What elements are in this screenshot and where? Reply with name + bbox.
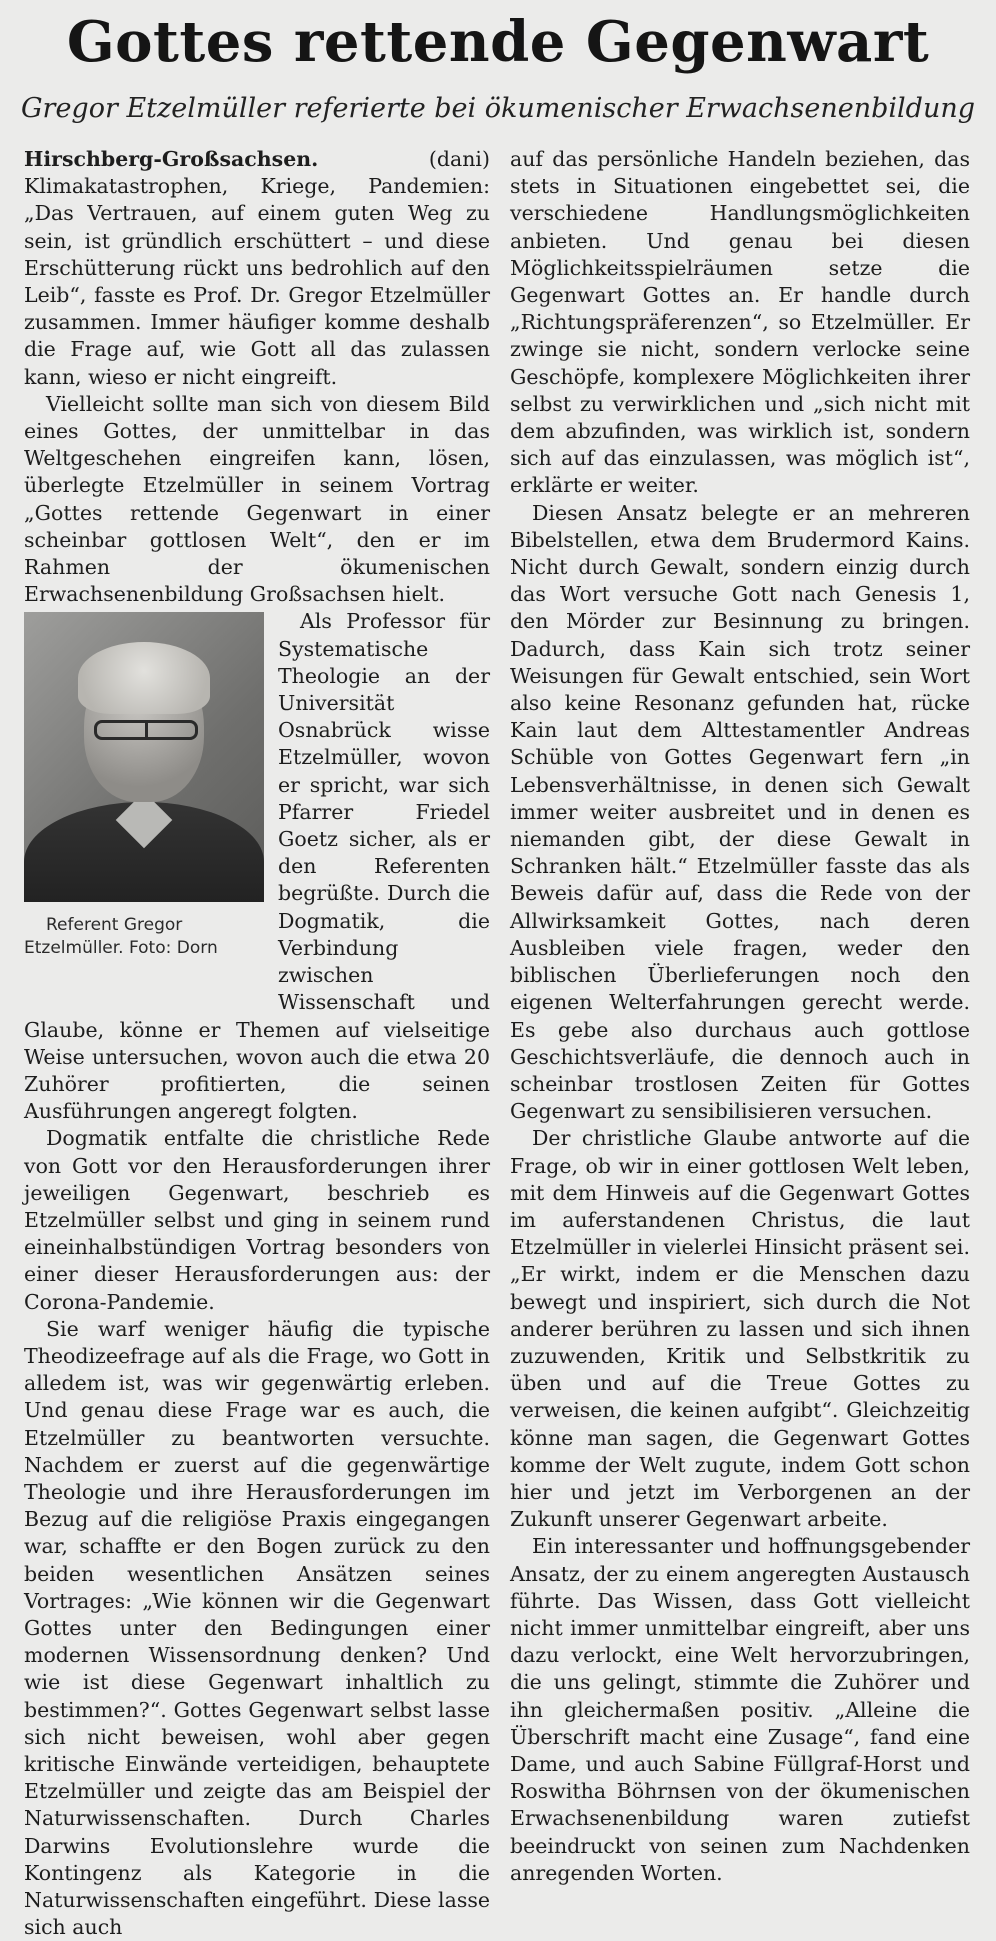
paragraph-2: Vielleicht sollte man sich von diesem Bild eines Gottes, der unmittelbar in das Weltgeschehen eingreifen kann, lösen, überlegte Etzelmüller in seinem Vortrag „Gottes rettende Gegenwart in einer scheinbar gottlosen Welt“, den er im Rahmen der ökumenischen Erwachsenenbildung Großsachsen hielt.	[24, 391, 490, 607]
speaker-photo	[24, 612, 264, 902]
article-title: Gottes rettende Gegenwart	[66, 9, 930, 75]
paragraph-1	[24, 146, 490, 391]
paragraph-8: Der christliche Glaube antworte auf die Frage, ob wir in einer gottlosen Welt leben, mit dem Hinweis auf die Gegenwart Gottes im auferstandenen Christus, die laut Etzelmüller in vielerlei Hinsicht präsent sei. „Er wirkt, indem er die Menschen dazu bewegt und inspiriert, sich durch die Not anderer berühren zu lassen und sich ihnen zuzuwenden, Kritik und Selbstkritik zu üben und auf die Treue Gottes zu verweisen, die keinen aufgibt“. Gleichzeitig könne man sagen, die Gegenwart Gottes komme der Welt zugute, indem Gott schon hier und jetzt im Verborgenen an der Zukunft unserer Gegenwart arbeite.	[510, 1126, 970, 1532]
paragraph-3-text: Als Professor für Systematische Theologie an der Universität Osnabrück wisse Etzelmüller, wovon er spricht, war sich Pfarrer Friedel Goetz sicher, als er den Referenten begrüßte. Durch die Dogmatik, die Verbindung zwischen Wissenschaft und Glaube, könne er Themen auf vielseitige Weise untersuchen, wovon auch die etwa 20 Zuhörer profitierten, die seinen Ausführungen angeregt folgten.	[24, 609, 490, 1124]
paragraph-3	[24, 608, 490, 1125]
paragraph-9: Ein interessanter und hoffnungsgebender Ansatz, der zu einem angeregten Austausch führte. Das Wissen, dass Gott vielleicht nicht immer unmittelbar eingreift, aber uns dazu verlockt, eine Welt hervorzubringen, die uns gelingt, stimmte die Zuhörer und ihn gleichermaßen positiv. „Alleine die Überschrift macht eine Zusage“, fand eine Dame, und auch Sabine Füllgraf-Horst und Roswitha Böhrnsen von der ökumenischen Erwachsenenbildung waren zutiefst beeindruckt von seinen zum Nachdenken anregenden Worten.	[510, 1534, 970, 1885]
paragraph-5: Sie warf weniger häufig die typische Theodizeefrage auf als die Frage, wo Gott in alledem ist, was wir gegenwärtig erleben. Und genau diese Frage war es auch, die Etzelmüller zu beantworten versuchte. Nachdem er zuerst auf die gegenwärtige Theologie und ihre Herausforderungen im Bezug auf die religiöse Praxis eingegangen war, schaffte er den Bogen zurück zu den beiden wesentlichen Ansätzen seines Vortrages: „Wie können wir die Gegenwart Gottes unter den Bedingungen einer modernen Wissensordnung denken? Und wie ist diese Gegenwart inhaltlich zu bestimmen?“. Gottes Gegenwart selbst lasse sich nicht beweisen, wohl aber gegen kritische Einwände verteidigen, behauptete Etzelmüller und zeigte das am Beispiel der Naturwissenschaften. Durch Charles Darwins Evolutionslehre wurde die Kontingenz als Kategorie in die Naturwissenschaften eingeführt. Diese lasse sich auch	[24, 1316, 490, 1940]
paragraph-7: Diesen Ansatz belegte er an mehreren Bibelstellen, etwa dem Brudermord Kains. Nicht durch Gewalt, sondern einzig durch das Wort versuche Gott nach Genesis 1, den Mörder zur Besinnung zu bringen. Dadurch, dass Kain sich trotz seiner Weisungen für Gewalt entschied, sein Wort also keine Resonanz gefunden hat, rücke Kain laut dem Alttestamentler Andreas Schüble von Gottes Gegenwart fern „in Lebensverhältnisse, in denen sich Gewalt immer weiter ausbreitet und in denen es niemanden gibt, der diese Gewalt in Schranken hält.“ Etzelmüller fasste das als Beweis dafür auf, dass die Rede von der Allwirksamkeit Gottes, nach deren Ausbleiben viele fragen, weder den biblischen Überlieferungen noch den eigenen Welterfahrungen gerecht werde. Es gebe also durchaus auch gottlose Geschichtsverläufe, die dennoch auch in scheinbar trostlosen Zeiten für Gottes Gegenwart zu sensibilisieren versuchen.	[510, 500, 970, 1124]
paragraph-4: Dogmatik entfalte die christliche Rede von Gott vor den Herausforderungen ihrer jeweiligen Gegenwart, beschrieb es Etzelmüller selbst und ging in seinem rund eineinhalbstündigen Vortrag besonders von einer dieser Herausforderungen aus: der Corona-Pandemie.	[24, 1126, 490, 1314]
photo-caption: Referent Gregor Etzelmüller. Foto: Dorn	[24, 915, 218, 959]
left-column	[24, 146, 490, 1941]
article-subtitle: Gregor Etzelmüller referierte bei ökumenischer Erwachsenenbildung	[20, 93, 976, 124]
paragraph-1-text: (dani) Klimakatastrophen, Kriege, Pandemien: „Das Vertrauen, auf einem guten Weg zu sein, ist gründlich erschüttert – und diese Erschütterung rückt uns bedrohlich auf den Leib“, fasste es Prof. Dr. Gregor Etzelmüller zusammen. Immer häufiger komme deshalb die Frage auf, wie Gott all das zulassen kann, wieso er nicht eingreift.	[24, 147, 490, 389]
photo-block	[24, 612, 264, 1007]
dateline: Hirschberg-Großsachsen.	[24, 147, 319, 171]
paragraph-6: auf das persönliche Handeln beziehen, das stets in Situationen eingebettet sei, die verschiedene Handlungsmöglichkeiten anbieten. Und genau bei diesen Möglichkeitsspielräumen setze die Gegenwart Gottes an. Er handle durch „Richtungspräferenzen“, so Etzelmüller. Er zwinge sie nicht, sondern verlocke seine Geschöpfe, komplexere Möglichkeiten ihrer selbst zu verwirklichen und „sich nicht mit dem abzufinden, was wirklich ist, sondern sich auf das einzulassen, was möglich ist“, erklärte er weiter.	[510, 147, 970, 498]
right-column	[510, 146, 970, 1887]
